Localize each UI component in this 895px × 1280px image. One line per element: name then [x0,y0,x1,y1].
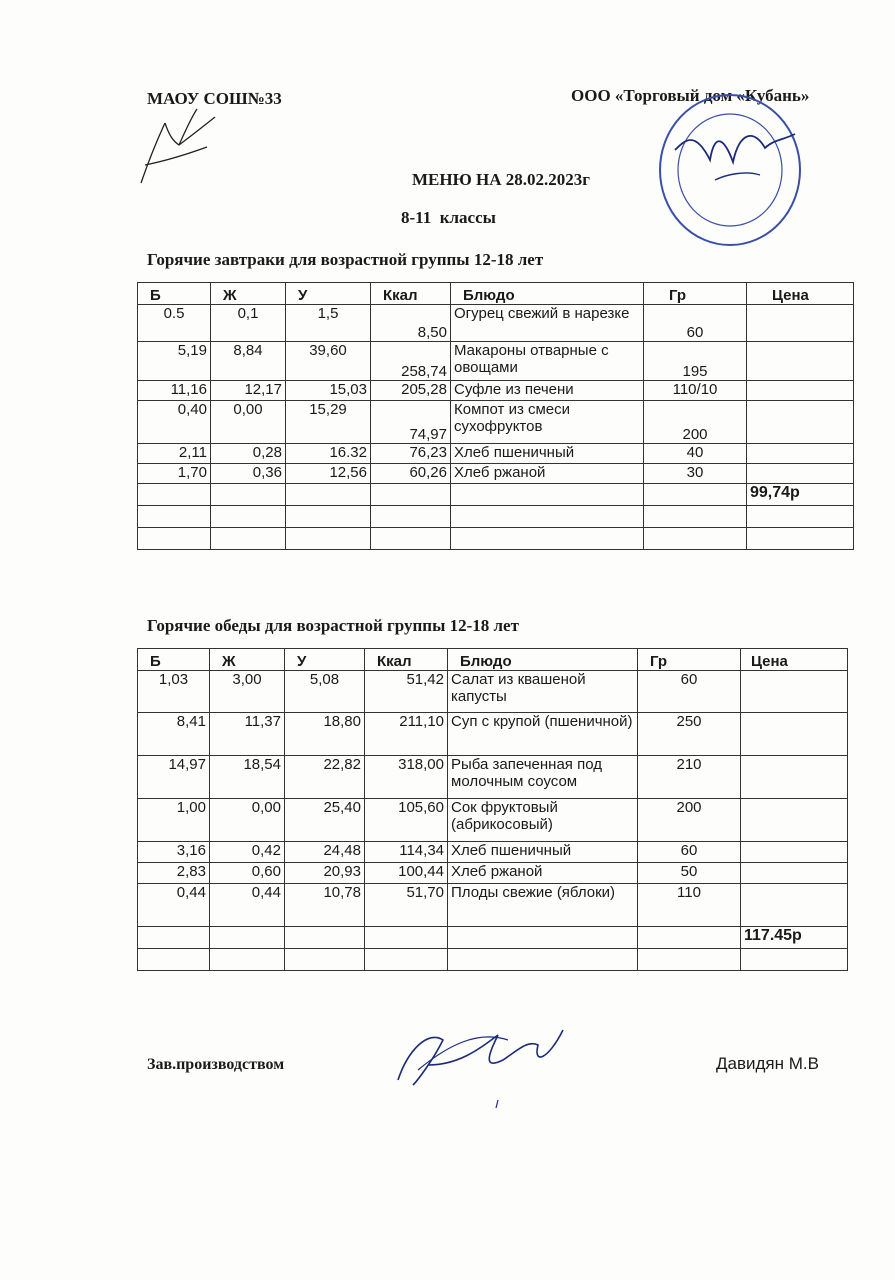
cell-price [741,842,848,863]
cell-price [741,713,848,756]
position-label: Зав.производством [147,1056,285,1073]
company-stamp [655,90,805,250]
cell-b: 0.5 [138,305,211,342]
cell-kcal: 51,42 [365,671,448,713]
empty-row [138,949,848,971]
cell-gr: 200 [638,799,741,842]
cell-kcal: 258,74 [371,342,451,381]
breakfast-total-price: 99,74р [747,484,854,506]
cell-z: 3,00 [210,671,285,713]
cell-dish: Хлеб пшеничный [451,444,644,464]
col-header-z: Ж [210,649,285,671]
cell-dish: Хлеб пшеничный [448,842,638,863]
cell-dish: Сок фруктовый (абрикосовый) [448,799,638,842]
col-header-kcal: Ккал [365,649,448,671]
cell-z: 0,1 [211,305,286,342]
cell-b: 14,97 [138,756,210,799]
col-header-u: У [286,283,371,305]
cell-u: 20,93 [285,863,365,884]
cell-price [741,671,848,713]
table-row [138,842,848,863]
cell-dish: Огурец свежий в нарезке [451,305,644,342]
col-header-u: У [285,649,365,671]
cell-u: 12,56 [286,464,371,484]
table-row [138,671,848,713]
table-row [138,444,854,464]
cell-dish: Макароны отварные с овощами [451,342,644,381]
cell-price [747,444,854,464]
cell-price [747,401,854,444]
table-header-row [138,649,848,671]
cell-kcal: 76,23 [371,444,451,464]
col-header-dish: Блюдо [448,649,638,671]
cell-price [741,884,848,927]
cell-kcal: 211,10 [365,713,448,756]
cell-price [741,756,848,799]
table-row [138,799,848,842]
cell-u: 1,5 [286,305,371,342]
cell-kcal: 105,60 [365,799,448,842]
col-header-price: Цена [741,649,848,671]
col-header-gr: Гр [638,649,741,671]
cell-dish: Суфле из печени [451,381,644,401]
cell-gr: 60 [644,305,747,342]
cell-gr: 110/10 [644,381,747,401]
cell-price [747,342,854,381]
cell-gr: 60 [638,671,741,713]
cell-b: 11,16 [138,381,211,401]
cell-gr: 195 [644,342,747,381]
company-name: ООО «Торговый дом «Кубань» [571,86,810,105]
cell-b: 1,00 [138,799,210,842]
cell-dish: Суп с крупой (пшеничной) [448,713,638,756]
cell-z: 0,42 [210,842,285,863]
cell-kcal: 8,50 [371,305,451,342]
cell-kcal: 114,34 [365,842,448,863]
cell-b: 1,70 [138,464,211,484]
lunch-table [137,648,848,971]
cell-gr: 30 [644,464,747,484]
cell-gr: 50 [638,863,741,884]
table-row [138,756,848,799]
manager-name: Давидян М.В [716,1054,819,1073]
cell-b: 2,11 [138,444,211,464]
cell-u: 18,80 [285,713,365,756]
cell-dish: Хлеб ржаной [448,863,638,884]
cell-price [741,863,848,884]
production-signature [388,1010,578,1110]
lunch-title: Горячие обеды для возрастной группы 12-18 лет [147,616,519,635]
breakfast-title: Горячие завтраки для возрастной группы 12-18 лет [147,250,544,269]
cell-price [747,305,854,342]
cell-b: 0,44 [138,884,210,927]
cell-gr: 210 [638,756,741,799]
cell-kcal: 100,44 [365,863,448,884]
table-row [138,713,848,756]
table-row [138,401,854,444]
cell-z: 18,54 [210,756,285,799]
cell-z: 8,84 [211,342,286,381]
school-name: МАОУ СОШ№33 [147,89,282,108]
table-row [138,863,848,884]
cell-u: 39,60 [286,342,371,381]
cell-z: 0,00 [210,799,285,842]
cell-gr: 110 [638,884,741,927]
total-row [138,927,848,949]
cell-kcal: 205,28 [371,381,451,401]
cell-u: 22,82 [285,756,365,799]
cell-u: 15,03 [286,381,371,401]
cell-kcal: 74,97 [371,401,451,444]
cell-dish: Хлеб ржаной [451,464,644,484]
cell-dish: Рыба запеченная под молочным соусом [448,756,638,799]
cell-gr: 200 [644,401,747,444]
col-header-b: Б [138,283,211,305]
cell-z: 0,60 [210,863,285,884]
cell-b: 5,19 [138,342,211,381]
cell-b: 8,41 [138,713,210,756]
empty-row [138,506,854,528]
menu-title: МЕНЮ НА 28.02.2023г [412,170,590,189]
cell-b: 3,16 [138,842,210,863]
cell-u: 25,40 [285,799,365,842]
cell-kcal: 60,26 [371,464,451,484]
cell-b: 1,03 [138,671,210,713]
empty-row [138,528,854,550]
grades-label: 8-11 классы [401,208,496,227]
cell-b: 2,83 [138,863,210,884]
col-header-gr: Гр [644,283,747,305]
cell-kcal: 318,00 [365,756,448,799]
table-row [138,381,854,401]
cell-u: 16.32 [286,444,371,464]
cell-z: 0,00 [211,401,286,444]
col-header-dish: Блюдо [451,283,644,305]
col-header-z: Ж [211,283,286,305]
table-row [138,884,848,927]
school-signature [135,105,225,195]
table-row [138,305,854,342]
cell-u: 10,78 [285,884,365,927]
cell-gr: 40 [644,444,747,464]
cell-dish: Компот из смеси сухофруктов [451,401,644,444]
cell-price [747,464,854,484]
table-row [138,464,854,484]
cell-z: 0,36 [211,464,286,484]
cell-kcal: 51,70 [365,884,448,927]
cell-gr: 250 [638,713,741,756]
cell-z: 0,44 [210,884,285,927]
table-row [138,342,854,381]
cell-u: 5,08 [285,671,365,713]
total-row [138,484,854,506]
table-header-row [138,283,854,305]
cell-price [747,381,854,401]
col-header-b: Б [138,649,210,671]
cell-z: 11,37 [210,713,285,756]
breakfast-table [137,282,854,550]
cell-u: 15,29 [286,401,371,444]
cell-price [741,799,848,842]
lunch-total-price: 117.45р [741,927,848,949]
cell-dish: Салат из квашеной капусты [448,671,638,713]
cell-z: 12,17 [211,381,286,401]
col-header-kcal: Ккал [371,283,451,305]
cell-dish: Плоды свежие (яблоки) [448,884,638,927]
cell-gr: 60 [638,842,741,863]
cell-z: 0,28 [211,444,286,464]
cell-u: 24,48 [285,842,365,863]
cell-b: 0,40 [138,401,211,444]
col-header-price: Цена [747,283,854,305]
